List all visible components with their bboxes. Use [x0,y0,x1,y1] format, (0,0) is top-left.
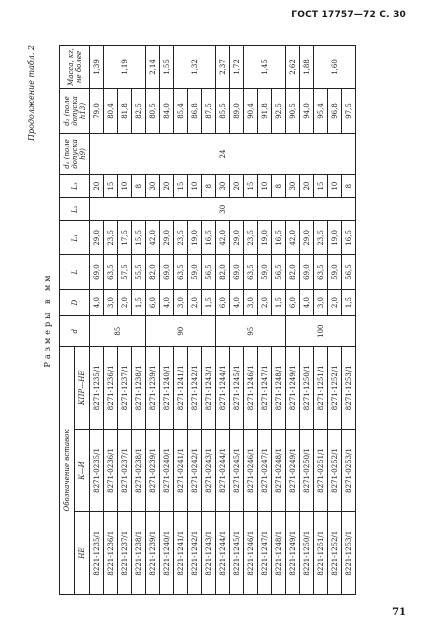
cell-L: 63,5 [244,255,258,289]
cell-L: 59,0 [188,255,202,289]
cell-L1: 16,5 [272,221,286,255]
cell-L: 57,5 [118,255,132,289]
col-k-header: К—И [75,429,90,512]
cell-D: 6,0 [146,289,160,316]
col-D-header: D [60,289,90,316]
cell-L1: 29,0 [230,221,244,255]
cell-ne: 8221-1241/1 [174,512,188,595]
cell-k: 8271-0249/1 [286,429,300,512]
cell-L1: 23,5 [244,221,258,255]
cell-mass: 1,45 [244,46,286,89]
cell-d2: 80,5 [146,89,160,134]
cell-D: 6,0 [216,289,230,316]
cell-L1: 15,5 [132,221,146,255]
cell-L3: 20 [300,175,314,198]
cell-L: 82,0 [286,255,300,289]
cell-k: 8271-0240/1 [160,429,174,512]
cell-kpr: 8271-1236/1 [104,346,118,429]
cell-L3: 8 [342,175,356,198]
cell-d2: 86,8 [188,89,202,134]
cell-d2: 81,8 [118,89,132,134]
col-L2-header: L₂ [60,198,90,221]
cell-k: 8271-0253/1 [342,429,356,512]
cell-k: 8271-0248/1 [272,429,286,512]
cell-L: 69,0 [160,255,174,289]
cell-d2: 87,5 [202,89,216,134]
cell-L3: 10 [118,175,132,198]
col-d-header: d [60,316,90,347]
cell-L: 59,0 [258,255,272,289]
cell-L: 69,0 [230,255,244,289]
cell-L3: 8 [202,175,216,198]
cell-L2: 30 [90,198,356,221]
standard-header: ГОСТ 17757—72 С. 30 [291,10,406,20]
cell-ne: 8221-1253/1 [342,512,356,595]
cell-d2: 90,4 [244,89,258,134]
cell-ne: 8221-1252/1 [328,512,342,595]
cell-d2: 85,5 [216,89,230,134]
cell-L: 63,5 [314,255,328,289]
cell-D: 6,0 [286,289,300,316]
cell-d2: 94,0 [300,89,314,134]
cell-k: 8271-0251/1 [314,429,328,512]
cell-kpr: 8271-1250/1 [300,346,314,429]
cell-kpr: 8271-1249/1 [286,346,300,429]
cell-L1: 29,0 [90,221,104,255]
continuation-note: Продолжение табл. 2 [27,45,36,141]
cell-D: 1,5 [202,289,216,316]
cell-d2: 96,8 [328,89,342,134]
cell-kpr: 8271-1252/1 [328,346,342,429]
col-L-header: L [60,255,90,289]
cell-kpr: 8271-1240/1 [160,346,174,429]
cell-L3: 10 [328,175,342,198]
cell-L3: 30 [146,175,160,198]
cell-d2: 79,0 [90,89,104,134]
cell-D: 2,0 [118,289,132,316]
cell-k: 8271-0236/1 [104,429,118,512]
cell-kpr: 8271-1243/1 [202,346,216,429]
col-d1-header: d₁ (поле допуска h9) [60,134,90,175]
cell-L1: 19,0 [328,221,342,255]
cell-k: 8271-0246/1 [244,429,258,512]
rotated-table-region [25,45,405,595]
col-d2-header: d₂ (поле допуска h13) [60,89,90,134]
cell-L3: 20 [90,175,104,198]
cell-ne: 8221-1250/1 [300,512,314,595]
cell-L: 55,5 [132,255,146,289]
cell-ne: 8221-1243/1 [202,512,216,595]
cell-L3: 20 [230,175,244,198]
cell-D: 1,5 [272,289,286,316]
cell-D: 3,0 [104,289,118,316]
table-row [286,46,300,595]
cell-ne: 8221-1244/1 [216,512,230,595]
cell-D: 4,0 [300,289,314,316]
cell-d2: 85,4 [174,89,188,134]
cell-L3: 15 [174,175,188,198]
cell-L1: 29,0 [160,221,174,255]
cell-d1: 24 [90,134,356,175]
cell-k: 8271-0247/1 [258,429,272,512]
cell-kpr: 8271-1248/1 [272,346,286,429]
cell-mass: 2,14 [146,46,160,89]
cell-L: 56,5 [272,255,286,289]
cell-ne: 8221-1240/1 [160,512,174,595]
cell-d: 85 [90,316,146,347]
cell-mass: 1,39 [90,46,104,89]
cell-L1: 42,0 [216,221,230,255]
cell-L3: 20 [160,175,174,198]
cell-mass: 1,32 [174,46,216,89]
cell-L3: 15 [104,175,118,198]
table-row [146,46,160,595]
cell-d2: 95,4 [314,89,328,134]
cell-k: 8271-0238/1 [132,429,146,512]
col-L3-header: L₃ [60,175,90,198]
cell-L: 56,5 [342,255,356,289]
cell-L: 69,0 [90,255,104,289]
cell-D: 2,0 [328,289,342,316]
cell-L: 82,0 [146,255,160,289]
cell-kpr: 8271-1241/1 [174,346,188,429]
designation-group-header: Обозначение вставок [60,346,75,594]
cell-mass: 1,60 [314,46,356,89]
cell-ne: 8221-1242/1 [188,512,202,595]
cell-D: 4,0 [90,289,104,316]
cell-k: 8271-0241/1 [174,429,188,512]
cell-L: 82,0 [216,255,230,289]
cell-L: 56,5 [202,255,216,289]
cell-ne: 8221-1245/1 [230,512,244,595]
cell-L1: 16,5 [342,221,356,255]
cell-d: 90 [146,316,216,347]
cell-D: 1,5 [132,289,146,316]
cell-D: 4,0 [230,289,244,316]
cell-L3: 15 [244,175,258,198]
cell-ne: 8221-1237/1 [118,512,132,595]
cell-L: 63,5 [174,255,188,289]
cell-d2: 92,5 [272,89,286,134]
cell-mass: 1,88 [300,46,314,89]
cell-ne: 8221-1246/1 [244,512,258,595]
col-L1-header: L₁ [60,221,90,255]
dimensions-table [59,45,356,595]
cell-d2: 91,8 [258,89,272,134]
cell-kpr: 8271-1253/1 [342,346,356,429]
cell-k: 8271-0244/1 [216,429,230,512]
cell-L: 59,0 [328,255,342,289]
cell-mass: 1,55 [160,46,174,89]
cell-D: 3,0 [244,289,258,316]
col-ne-header: НЕ [75,512,90,595]
cell-ne: 8221-1249/1 [286,512,300,595]
cell-L1: 23,5 [104,221,118,255]
cell-k: 8271-0245/1 [230,429,244,512]
cell-k: 8271-0252/1 [328,429,342,512]
page-number: 71 [392,607,406,618]
cell-L1: 23,5 [314,221,328,255]
cell-L3: 15 [314,175,328,198]
cell-k: 8271-0242/1 [188,429,202,512]
cell-L3: 8 [132,175,146,198]
cell-d2: 89,0 [230,89,244,134]
cell-kpr: 8271-1246/1 [244,346,258,429]
table-row [216,46,230,595]
cell-mass: 1,72 [230,46,244,89]
cell-D: 4,0 [160,289,174,316]
cell-d2: 84,0 [160,89,174,134]
col-kpr-header: КПР—НЕ [75,346,90,429]
cell-D: 3,0 [174,289,188,316]
cell-D: 1,5 [342,289,356,316]
cell-L1: 23,5 [174,221,188,255]
cell-D: 2,0 [188,289,202,316]
col-mass-header: Масса, кг, не более [60,46,90,89]
table-body [90,46,356,595]
cell-ne: 8221-1235/1 [90,512,104,595]
cell-ne: 8221-1247/1 [258,512,272,595]
cell-L1: 17,5 [118,221,132,255]
cell-kpr: 8271-1237/1 [118,346,132,429]
cell-L1: 42,0 [286,221,300,255]
cell-kpr: 8271-1235/1 [90,346,104,429]
cell-d2: 97,5 [342,89,356,134]
cell-ne: 8221-1236/1 [104,512,118,595]
cell-ne: 8221-1248/1 [272,512,286,595]
cell-mass: 1,19 [104,46,146,89]
cell-L: 63,5 [104,255,118,289]
cell-kpr: 8271-1245/1 [230,346,244,429]
cell-k: 8271-0243/1 [202,429,216,512]
cell-D: 2,0 [258,289,272,316]
cell-L1: 16,5 [202,221,216,255]
dimensions-caption: Размеры в мм [43,272,52,368]
cell-ne: 8221-1239/1 [146,512,160,595]
cell-L3: 10 [258,175,272,198]
cell-kpr: 8271-1242/1 [188,346,202,429]
cell-kpr: 8271-1239/1 [146,346,160,429]
cell-L1: 42,0 [146,221,160,255]
cell-L1: 19,0 [188,221,202,255]
cell-ne: 8221-1251/1 [314,512,328,595]
cell-d2: 80,4 [104,89,118,134]
cell-L3: 10 [188,175,202,198]
cell-d: 95 [216,316,286,347]
cell-mass: 2,62 [286,46,300,89]
cell-ne: 8221-1238/1 [132,512,146,595]
cell-k: 8271-0237/1 [118,429,132,512]
cell-L: 69,0 [300,255,314,289]
cell-L1: 29,0 [300,221,314,255]
cell-L3: 8 [272,175,286,198]
cell-k: 8271-0239/1 [146,429,160,512]
cell-kpr: 8271-1238/1 [132,346,146,429]
cell-mass: 2,37 [216,46,230,89]
cell-k: 8271-0235/1 [90,429,104,512]
cell-L3: 30 [286,175,300,198]
cell-kpr: 8271-1251/1 [314,346,328,429]
cell-d2: 82,5 [132,89,146,134]
table-row [90,46,104,595]
cell-d2: 90,5 [286,89,300,134]
cell-d: 100 [286,316,356,347]
cell-kpr: 8271-1244/1 [216,346,230,429]
cell-D: 3,0 [314,289,328,316]
cell-kpr: 8271-1247/1 [258,346,272,429]
cell-k: 8271-0250/1 [300,429,314,512]
cell-L3: 30 [216,175,230,198]
cell-L1: 19,0 [258,221,272,255]
